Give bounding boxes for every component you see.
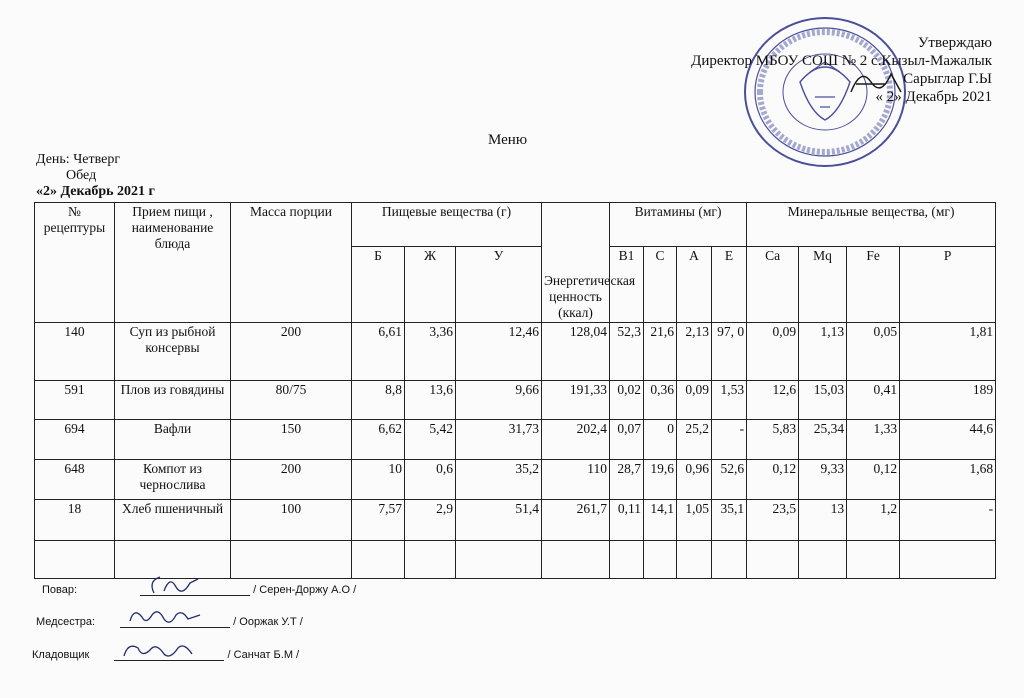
cell-ca: 5,83 — [747, 420, 799, 460]
header-vitamins: Витамины (мг) — [610, 203, 747, 247]
cell-fat: 2,9 — [405, 500, 456, 541]
cell-ca: 0,12 — [747, 460, 799, 500]
header-b1: В1 — [610, 247, 644, 323]
cell-vit-a: 25,2 — [677, 420, 712, 460]
cell-fat: 0,6 — [405, 460, 456, 500]
cell-ca: 12,6 — [747, 381, 799, 420]
table-row — [35, 381, 996, 420]
header-energy: Энергетическая ценность (ккал) — [542, 203, 610, 323]
header-vit-a: А — [677, 247, 712, 323]
cell-protein: 6,61 — [352, 323, 405, 381]
storekeeper-name: / Санчат Б.М / — [227, 649, 300, 661]
cell-energy: 110 — [542, 460, 610, 500]
cook-signature-line — [42, 583, 356, 596]
header-fe: Fe — [847, 247, 900, 323]
header-p: P — [900, 247, 996, 323]
cell-fat: 13,6 — [405, 381, 456, 420]
cell-fe: 1,33 — [847, 420, 900, 460]
cell-dish: Вафли — [115, 420, 231, 460]
cell-p: 1,81 — [900, 323, 996, 381]
header-protein: Б — [352, 247, 405, 323]
approval-heading: Утверждаю — [917, 35, 992, 51]
approval-director-name: Сарыглар Г.Ы — [903, 71, 992, 87]
nurse-label: Медсестра: — [36, 616, 96, 628]
date-label: «2» Декабрь 2021 г — [36, 184, 155, 199]
nurse-signature — [120, 615, 230, 628]
approval-block — [691, 34, 992, 106]
cell-vit-c: 0 — [644, 420, 677, 460]
header-minerals: Минеральные вещества, (мг) — [747, 203, 996, 247]
cell-fat: 3,36 — [405, 323, 456, 381]
cell-p: - — [900, 500, 996, 541]
header-carbs: У — [456, 247, 542, 323]
cell-protein: 8,8 — [352, 381, 405, 420]
cell-vit-e: 1,53 — [712, 381, 747, 420]
cell-dish: Хлеб пшеничный — [115, 500, 231, 541]
cell-p: 189 — [900, 381, 996, 420]
approval-date: « 2» Декабрь 2021 — [875, 89, 992, 105]
cell-mg: 15,03 — [799, 381, 847, 420]
menu-table — [34, 202, 996, 579]
header-nutrients: Пищевые вещества (г) — [352, 203, 542, 247]
page-title: Меню — [488, 132, 528, 148]
cell-recipe: 591 — [35, 381, 115, 420]
cell-protein: 6,62 — [352, 420, 405, 460]
cell-vit-a: 1,05 — [677, 500, 712, 541]
header-mg: Mq — [799, 247, 847, 323]
header-vit-c: С — [644, 247, 677, 323]
cell-energy: 128,04 — [542, 323, 610, 381]
cell-mg: 13 — [799, 500, 847, 541]
table-row — [35, 500, 996, 541]
cell-fe: 0,05 — [847, 323, 900, 381]
cell-ca: 23,5 — [747, 500, 799, 541]
cell-dish: Суп из рыбной консервы — [115, 323, 231, 381]
cell-b1: 28,7 — [610, 460, 644, 500]
cell-dish: Компот из чернослива — [115, 460, 231, 500]
cell-energy: 202,4 — [542, 420, 610, 460]
meal-label: Обед — [66, 168, 97, 183]
cell-mass: 150 — [231, 420, 352, 460]
cell-carbs: 35,2 — [456, 460, 542, 500]
cell-p: 44,6 — [900, 420, 996, 460]
storekeeper-signature — [114, 648, 224, 661]
cell-carbs: 51,4 — [456, 500, 542, 541]
cell-vit-e: - — [712, 420, 747, 460]
header-vit-e: Е — [712, 247, 747, 323]
cook-label: Повар: — [42, 584, 78, 596]
cell-mass: 80/75 — [231, 381, 352, 420]
table-header-row — [35, 203, 996, 247]
cell-fe: 0,41 — [847, 381, 900, 420]
header-mass: Масса порции — [231, 203, 352, 323]
day-label: День: Четверг — [36, 152, 121, 167]
cell-ca: 0,09 — [747, 323, 799, 381]
cell-vit-c: 14,1 — [644, 500, 677, 541]
nurse-name: / Ооржак У.Т / — [233, 616, 303, 628]
header-fat: Ж — [405, 247, 456, 323]
cell-b1: 0,07 — [610, 420, 644, 460]
table-row — [35, 460, 996, 500]
table-row — [35, 420, 996, 460]
cell-protein: 10 — [352, 460, 405, 500]
header-recipe: № рецептуры — [35, 203, 115, 323]
cell-vit-e: 52,6 — [712, 460, 747, 500]
cell-fat: 5,42 — [405, 420, 456, 460]
cell-fe: 1,2 — [847, 500, 900, 541]
cell-mg: 1,13 — [799, 323, 847, 381]
cell-recipe: 140 — [35, 323, 115, 381]
cell-recipe: 18 — [35, 500, 115, 541]
cell-fe: 0,12 — [847, 460, 900, 500]
cell-vit-e: 35,1 — [712, 500, 747, 541]
cell-b1: 0,02 — [610, 381, 644, 420]
cell-vit-a: 2,13 — [677, 323, 712, 381]
cell-recipe: 694 — [35, 420, 115, 460]
cell-vit-a: 0,96 — [677, 460, 712, 500]
cook-signature — [140, 583, 250, 596]
header-dish: Прием пищи , наименование блюда — [115, 203, 231, 323]
cell-dish: Плов из говядины — [115, 381, 231, 420]
cell-mass: 200 — [231, 323, 352, 381]
cell-vit-a: 0,09 — [677, 381, 712, 420]
cook-name: / Серен-Доржу А.О / — [253, 584, 357, 596]
cell-protein: 7,57 — [352, 500, 405, 541]
cell-energy: 261,7 — [542, 500, 610, 541]
cell-p: 1,68 — [900, 460, 996, 500]
cell-recipe: 648 — [35, 460, 115, 500]
cell-energy: 191,33 — [542, 381, 610, 420]
cell-vit-c: 19,6 — [644, 460, 677, 500]
cell-vit-c: 21,6 — [644, 323, 677, 381]
menu-meta — [36, 152, 155, 200]
table-row — [35, 323, 996, 381]
cell-carbs: 12,46 — [456, 323, 542, 381]
cell-mass: 100 — [231, 500, 352, 541]
cell-mg: 9,33 — [799, 460, 847, 500]
storekeeper-signature-line — [32, 648, 299, 661]
cell-carbs: 9,66 — [456, 381, 542, 420]
cell-vit-e: 97, 0 — [712, 323, 747, 381]
cell-mg: 25,34 — [799, 420, 847, 460]
header-ca: Ca — [747, 247, 799, 323]
cell-carbs: 31,73 — [456, 420, 542, 460]
approval-position: Директор МБОУ СОШ № 2 с.Кызыл-Мажалык — [691, 53, 992, 69]
cell-b1: 0,11 — [610, 500, 644, 541]
cell-b1: 52,3 — [610, 323, 644, 381]
cell-mass: 200 — [231, 460, 352, 500]
nurse-signature-line — [36, 615, 303, 628]
storekeeper-label: Кладовщик — [32, 649, 90, 661]
cell-vit-c: 0,36 — [644, 381, 677, 420]
